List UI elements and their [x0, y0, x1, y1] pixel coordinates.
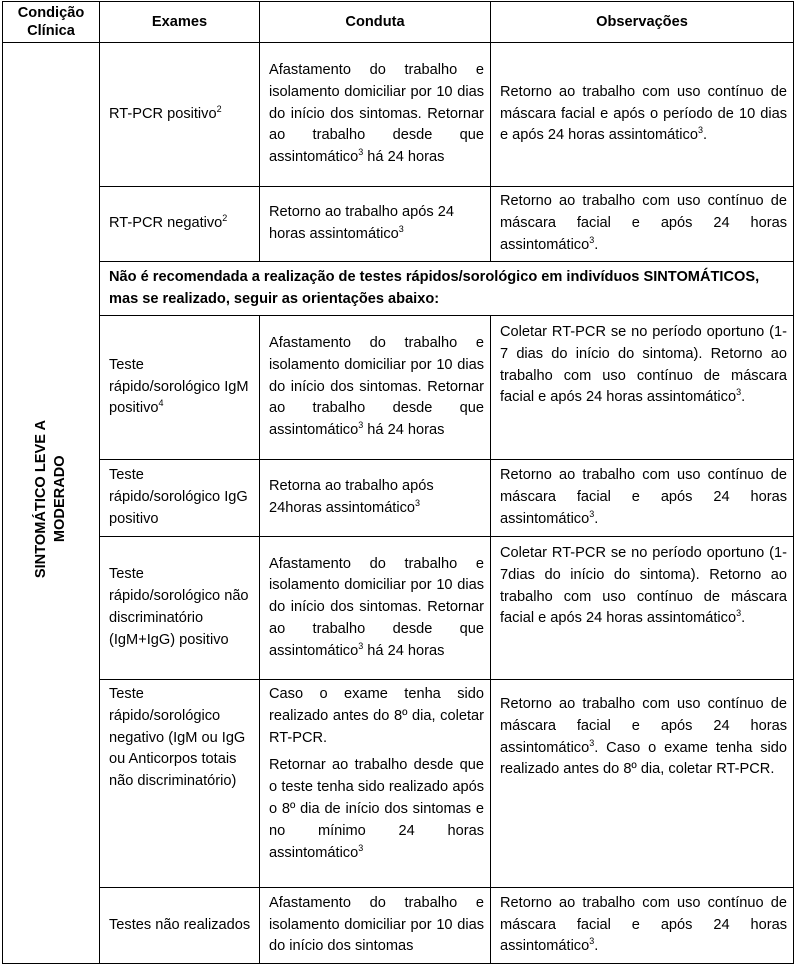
conduta-cell: Afastamento do trabalho e isolamento domiciliar por 10 dias do início dos sintomas. Retornar ao trabalho desde que assintomático$^3$ há 24 horas: [260, 537, 491, 680]
table-row: [3, 43, 794, 187]
table-row: [3, 537, 794, 680]
guidance-table: [2, 1, 794, 964]
table-row: [3, 888, 794, 964]
condition-cell: [3, 43, 100, 964]
table-row: [3, 460, 794, 537]
observacoes-cell: Retorno ao trabalho com uso contínuo de máscara facial e após 24 horas assintomático$^3$. Caso o exame tenha sido realizado antes do 8º dia, coletar RT-PCR.: [491, 680, 794, 888]
conduta-cell: Afastamento do trabalho e isolamento domiciliar por 10 dias do início dos sintomas: [260, 888, 491, 964]
observacoes-cell: Retorno ao trabalho com uso contínuo de máscara facial e após o período de 10 dias e após 24 horas assintomático$^3$.: [491, 43, 794, 187]
observacoes-cell: Retorno ao trabalho com uso contínuo de máscara facial e após 24 horas assintomático$^3$.: [491, 888, 794, 964]
header-exames: Exames: [100, 2, 260, 43]
conduta-cell: Retorno ao trabalho após 24 horas assintomático$^3$: [260, 187, 491, 262]
exame-cell: Teste rápido/sorológico negativo (IgM ou IgG ou Anticorpos totais não discriminatório): [100, 680, 260, 888]
condition-label: SINTOMÁTICO LEVE A MODERADO: [33, 420, 68, 579]
conduta-cell: [260, 680, 491, 888]
note-cell: Não é recomendada a realização de testes rápidos/sorológico em indivíduos SINTOMÁTICOS, mas se realizado, seguir as orientações abaixo:: [100, 262, 794, 316]
note-row: [3, 262, 794, 316]
exame-cell: RT-PCR negativo$^2$: [100, 187, 260, 262]
observacoes-cell: Coletar RT-PCR se no período oportuno (1- 7dias do início do sintoma). Retorno ao trabalho com uso contínuo de máscara facial e após 24 horas assintomático$^3$.: [491, 537, 794, 680]
conduta-paragraph: Retornar ao trabalho desde que o teste tenha sido realizado após o 8º dia de início dos sintomas e no mínimo 24 horas assintomático$^3$: [269, 757, 484, 861]
table-row: [3, 187, 794, 262]
exame-cell: RT-PCR positivo$^2$: [100, 43, 260, 187]
table-row: [3, 680, 794, 888]
header-conduta: Conduta: [260, 2, 491, 43]
header-observacoes: Observações: [491, 2, 794, 43]
table-row: [3, 316, 794, 460]
conduta-paragraph: Caso o exame tenha sido realizado antes do 8º dia, coletar RT-PCR.: [269, 686, 484, 746]
conduta-cell: Retorna ao trabalho após 24horas assintomático$^3$: [260, 460, 491, 537]
exame-cell: Teste rápido/sorológico não discriminatório (IgM+IgG) positivo: [100, 537, 260, 680]
header-condicao: Condição Clínica: [3, 2, 100, 43]
conduta-cell: Afastamento do trabalho e isolamento domiciliar por 10 dias do início dos sintomas. Retornar ao trabalho desde que assintomático$^3$ há 24 horas: [260, 43, 491, 187]
observacoes-cell: Retorno ao trabalho com uso contínuo de máscara facial e após 24 horas assintomático$^3$.: [491, 187, 794, 262]
conduta-cell: Afastamento do trabalho e isolamento domiciliar por 10 dias do início dos sintomas. Retornar ao trabalho desde que assintomático$^3$ há 24 horas: [260, 316, 491, 460]
exame-cell: Teste rápido/sorológico IgG positivo: [100, 460, 260, 537]
exame-cell: Teste rápido/sorológico IgM positivo$^4$: [100, 316, 260, 460]
observacoes-cell: Retorno ao trabalho com uso contínuo de máscara facial e após 24 horas assintomático$^3$.: [491, 460, 794, 537]
exame-cell: Testes não realizados: [100, 888, 260, 964]
observacoes-cell: Coletar RT-PCR se no período oportuno (1- 7 dias do início do sintoma). Retorno ao trabalho com uso contínuo de máscara facial e após 24 horas assintomático$^3$.: [491, 316, 794, 460]
header-row: [3, 2, 794, 43]
